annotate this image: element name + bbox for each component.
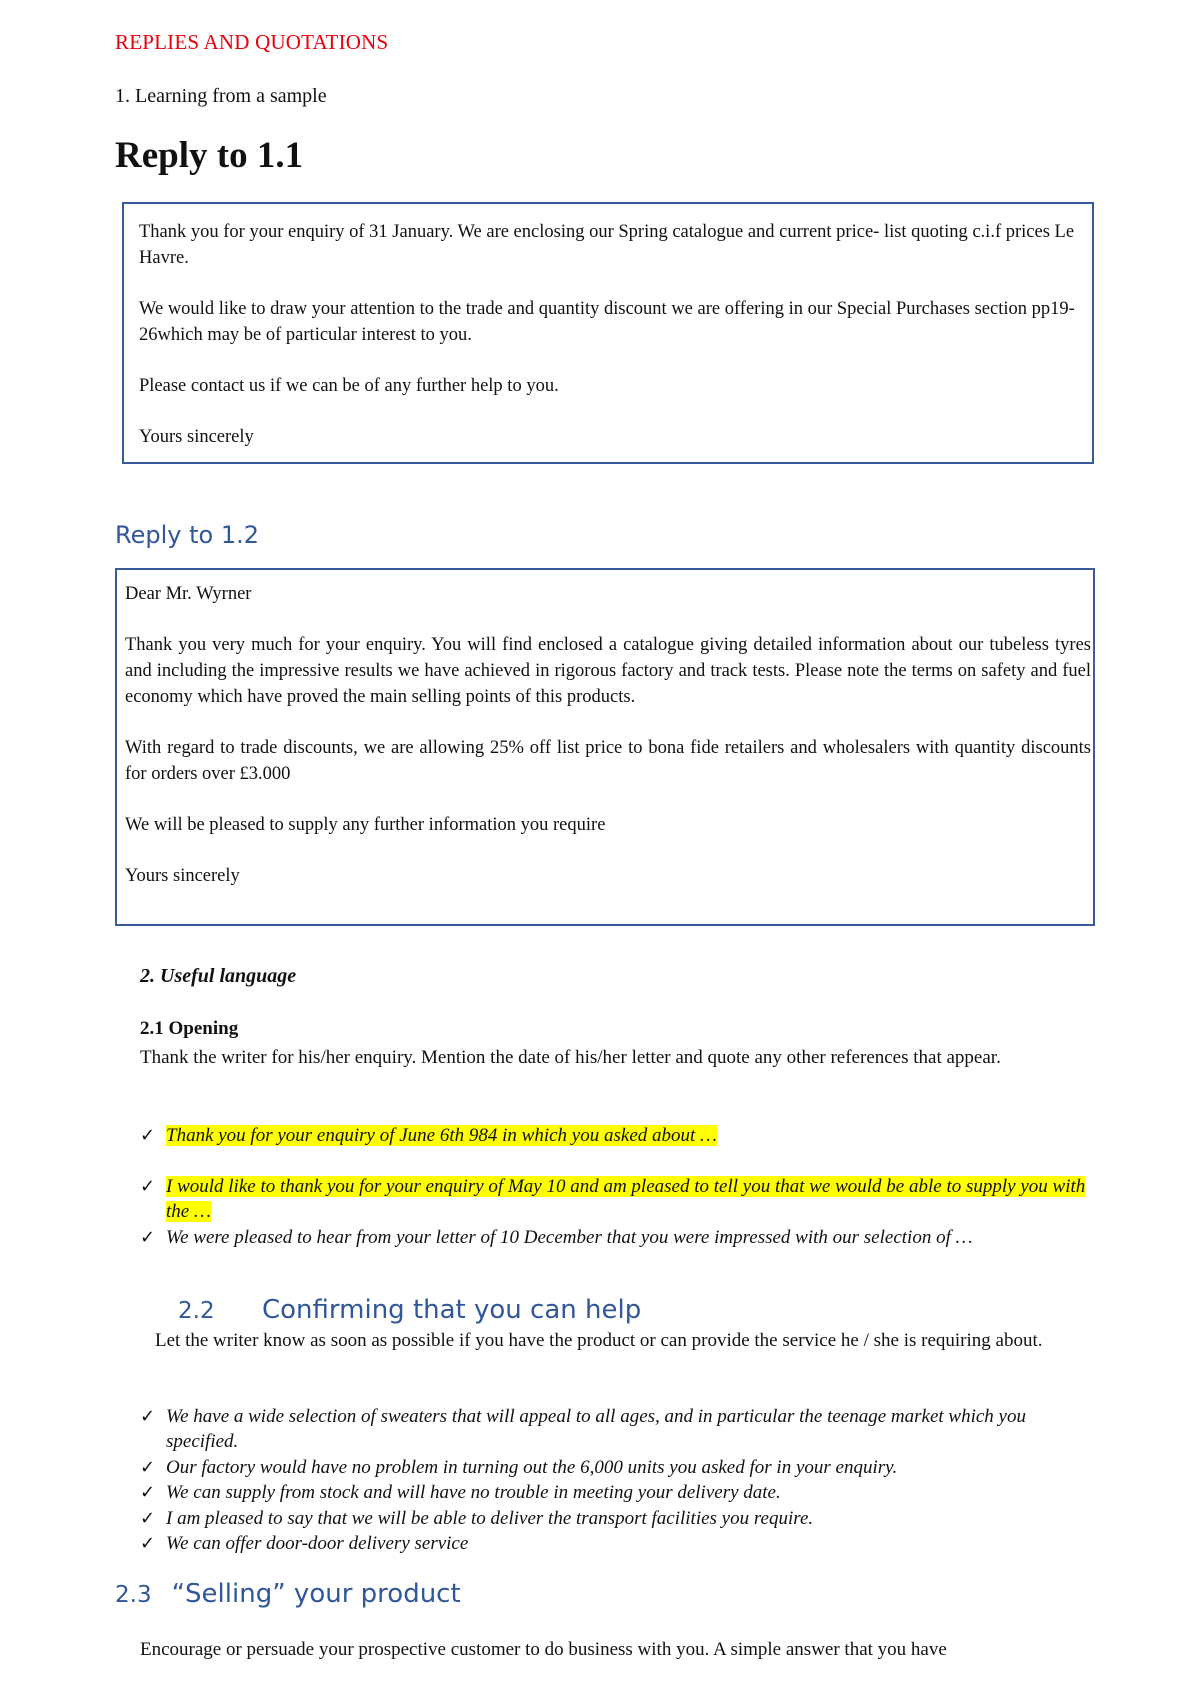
reply-1-paragraph: Thank you for your enquiry of 31 January. We are enclosing our Spring catalogue and current price- list quoting c.i.f prices Le Havre. — [139, 222, 1075, 268]
reply-2-signoff: Yours sincerely — [125, 866, 240, 886]
check-mark-icon: ✓ — [140, 1457, 156, 1478]
reply-1-letter-box — [122, 202, 1094, 464]
reply-1-signoff: Yours sincerely — [139, 427, 254, 447]
opening-bullet — [140, 1123, 717, 1148]
useful-language-heading: 2. Useful language — [140, 965, 297, 987]
confirming-bullet — [140, 1531, 469, 1556]
confirming-bullet — [140, 1455, 898, 1480]
confirming-instructions: Let the writer know as soon as possible if you have the product or can provide the service he / she is requiring about. — [155, 1330, 1043, 1351]
confirming-title: Confirming that you can help — [262, 1295, 642, 1325]
opening-heading: 2.1 Opening — [140, 1018, 239, 1039]
reply-1-paragraph: Please contact us if we can be of any further help to you. — [139, 376, 559, 396]
check-mark-icon: ✓ — [140, 1508, 156, 1529]
opening-bullet-text: Thank you for your enquiry of June 6th 984 in which you asked about … — [166, 1125, 717, 1146]
confirming-bullet-text: We can supply from stock and will have no trouble in meeting your delivery date. — [166, 1482, 781, 1503]
opening-bullet — [140, 1225, 1096, 1250]
confirming-bullet — [140, 1480, 781, 1505]
check-mark-icon: ✓ — [140, 1533, 156, 1554]
confirming-bullet — [140, 1404, 1096, 1454]
confirming-number: 2.2 — [178, 1298, 215, 1324]
section-label: 1. Learning from a sample — [115, 85, 327, 107]
selling-heading — [115, 1579, 461, 1609]
check-mark-icon: ✓ — [140, 1176, 156, 1197]
confirming-bullet-text: Our factory would have no problem in turning out the 6,000 units you asked for in your enquiry. — [166, 1457, 898, 1478]
reply-2-salutation: Dear Mr. Wyrner — [125, 584, 252, 604]
check-mark-icon: ✓ — [140, 1406, 156, 1427]
reply-2-letter-box — [115, 568, 1095, 926]
confirming-bullet-text: We can offer door-door delivery service — [166, 1533, 469, 1554]
opening-bullet-text: I would like to thank you for your enquiry of May 10 and am pleased to tell you that we would be able to supply you with the … — [166, 1176, 1086, 1222]
selling-number: 2.3 — [115, 1582, 152, 1608]
opening-bullet-text: We were pleased to hear from your letter of 10 December that you were impressed with our selection of … — [166, 1227, 973, 1248]
check-mark-icon: ✓ — [140, 1125, 156, 1146]
reply-1-heading: Reply to 1.1 — [115, 135, 304, 176]
reply-1-paragraph: We would like to draw your attention to the trade and quantity discount we are offering in our Special Purchases section pp19-26which may be of particular interest to you. — [139, 299, 1075, 345]
reply-2-paragraph: With regard to trade discounts, we are allowing 25% off list price to bona fide retailers and wholesalers with quantity discounts for orders over £3.000 — [125, 738, 1091, 784]
reply-2-paragraph: We will be pleased to supply any further information you require — [125, 815, 606, 835]
document-title: REPLIES AND QUOTATIONS — [115, 30, 389, 54]
opening-bullet — [140, 1174, 1096, 1224]
selling-title: “Selling” your product — [171, 1579, 461, 1609]
reply-2-paragraph: Thank you very much for your enquiry. You will find enclosed a catalogue giving detailed information about our tubeless tyres and including the impressive results we have achieved in rigorous factory and track tests. Please note the terms on safety and fuel economy which have proved the main selling points of this products. — [125, 635, 1091, 707]
check-mark-icon: ✓ — [140, 1482, 156, 1503]
check-mark-icon: ✓ — [140, 1227, 156, 1248]
selling-instructions: Encourage or persuade your prospective customer to do business with you. A simple answer that you have — [140, 1639, 947, 1660]
opening-instructions: Thank the writer for his/her enquiry. Mention the date of his/her letter and quote any other references that appear. — [140, 1047, 1001, 1068]
confirming-bullet — [140, 1506, 814, 1531]
reply-2-heading: Reply to 1.2 — [115, 521, 259, 549]
confirming-bullet-text: I am pleased to say that we will be able to deliver the transport facilities you require. — [166, 1508, 814, 1529]
confirming-bullet-text: We have a wide selection of sweaters that will appeal to all ages, and in particular the teenage market which you specified. — [166, 1406, 1026, 1452]
